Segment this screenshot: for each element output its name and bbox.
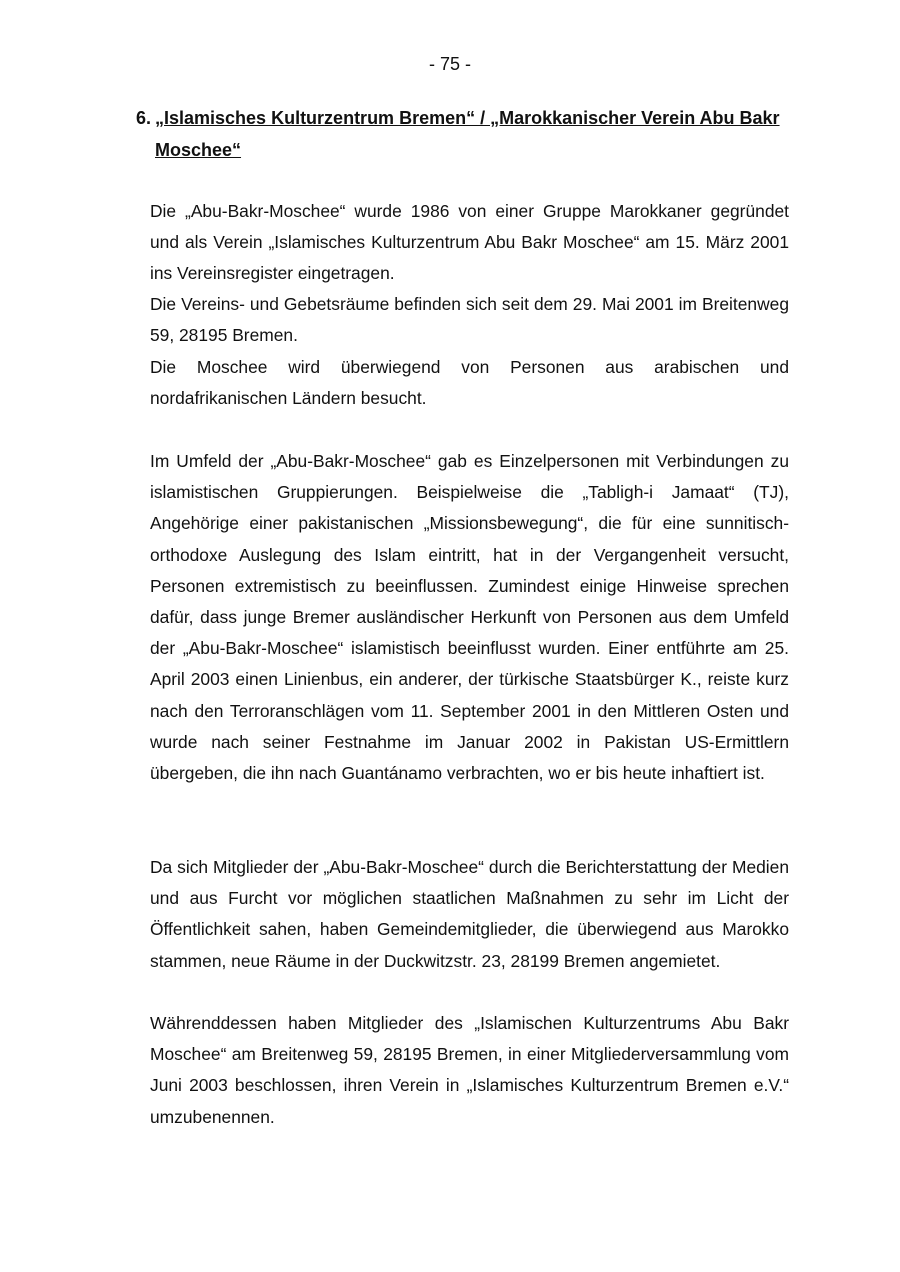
paragraph-renaming: Währenddessen haben Mitglieder des „Islamischen Kulturzentrums Abu Bakr Moschee“ am Breitenweg 59, 28195 Bremen, in einer Mitgliederversammlung vom Juni 2003 beschlossen, ihren Verein in „Islamisches Kulturzentrum Bremen e.V.“ umzubenennen. (150, 1013, 789, 1127)
paragraph-relocation: Da sich Mitglieder der „Abu-Bakr-Moschee“ durch die Berichterstattung der Medien und aus Furcht vor möglichen staatlichen Maßnahmen zu sehr im Licht der Öffentlichkeit sahen, haben Gemeindemitglieder, die überwiegend aus Marokko stammen, neue Räume in der Duckwitzstr. 23, 28199 Bremen angemietet. (150, 857, 789, 971)
paragraph-location: Die Vereins- und Gebetsräume befinden sich seit dem 29. Mai 2001 im Breitenweg 59, 28195 Bremen. (150, 294, 789, 346)
paragraph-environment: Im Umfeld der „Abu-Bakr-Moschee“ gab es Einzelpersonen mit Verbindungen zu islamistischen Gruppierungen. Beispielweise die „Tabligh-i Jamaat“ (TJ), Angehörige einer pakistanischen „Missionsbewegung“, die für eine sunnitisch-orthodoxe Auslegung des Islam eintritt, hat in der Vergangenheit versucht, Personen extremistisch zu beeinflussen. Zumindest einige Hinweise sprechen dafür, dass junge Bremer ausländischer Herkunft von Personen aus dem Umfeld der „Abu-Bakr-Moschee“ islamistisch beeinflusst wurden. Einer entführte am 25. April 2003 einen Linienbus, ein anderer, der türkische Staatsbürger K., reiste kurz nach den Terroranschlägen vom 11. September 2001 in den Mittleren Osten und wurde nach seiner Festnahme im Januar 2002 in Pakistan US-Ermittlern übergeben, die ihn nach Guantánamo verbrachten, wo er bis heute inhaftiert ist. (150, 451, 789, 784)
section-title-line-2: Moschee“ (155, 140, 242, 160)
section-number: 6. (136, 108, 152, 128)
paragraph-visitors: Die Moschee wird überwiegend von Personen aus arabischen und nordafrikanischen Ländern besucht. (150, 357, 789, 409)
section-title-line-1: „Islamisches Kulturzentrum Bremen“ / „Marokkanischer Verein Abu Bakr (155, 108, 780, 128)
page-number: - 75 - (428, 54, 471, 74)
section-heading (136, 102, 796, 166)
paragraph-founding: Die „Abu-Bakr-Moschee“ wurde 1986 von einer Gruppe Marokkaner gegründet und als Verein „Islamisches Kulturzentrum Abu Bakr Moschee“ am 15. März 2001 ins Vereinsregister eingetragen. (150, 201, 789, 284)
